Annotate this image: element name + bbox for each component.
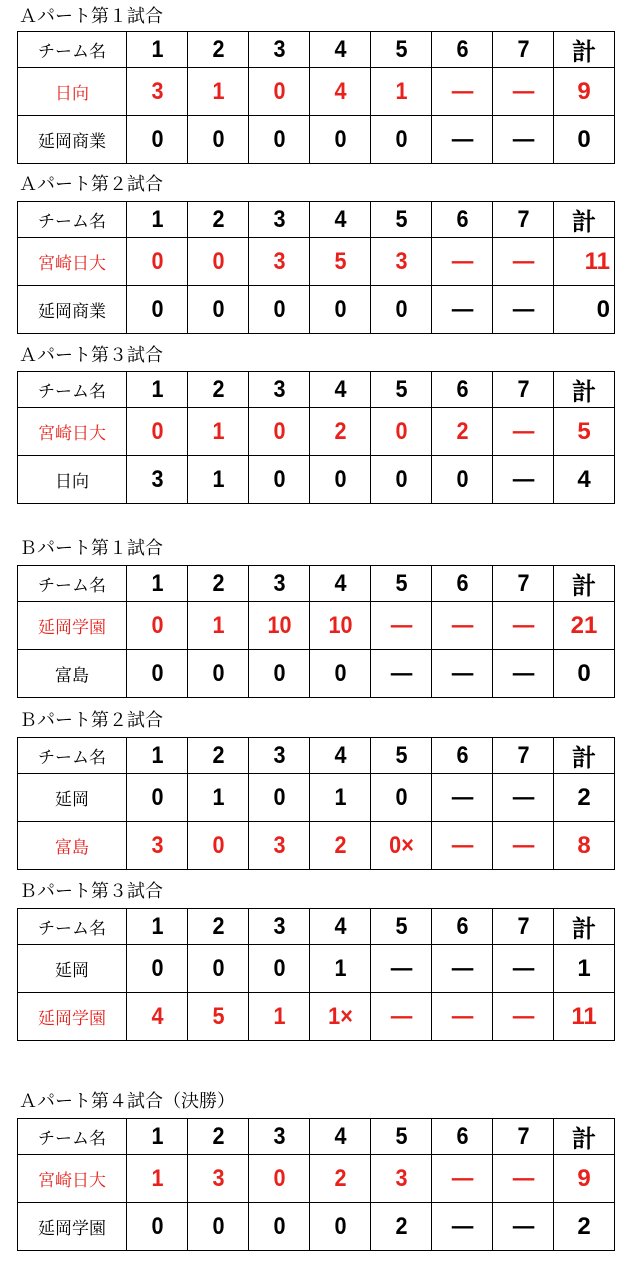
inning-score: 4: [313, 68, 368, 116]
header-inning-label: 1: [130, 372, 185, 408]
game-title: Ｂパート第１試合: [19, 538, 163, 559]
team-name: 延岡学園: [18, 1203, 127, 1251]
losing-team-row: [18, 116, 615, 164]
game-title: Ａパート第２試合: [19, 174, 163, 195]
header-inning-label: 5: [374, 202, 429, 238]
header-inning-label: 6: [435, 202, 490, 238]
inning-score: 1: [313, 945, 368, 993]
inning-score: —: [435, 993, 490, 1041]
score-table: [17, 737, 615, 870]
header-inning-label: 1: [130, 32, 185, 68]
score-header-row: [18, 32, 615, 68]
header-inning-label: 1: [130, 202, 185, 238]
total-score: 2: [554, 1203, 615, 1251]
inning-score: 0: [191, 822, 246, 870]
header-inning-label: 5: [374, 372, 429, 408]
inning-score: 0: [252, 774, 307, 822]
inning-score: 1: [313, 774, 368, 822]
losing-team-row: [18, 945, 615, 993]
header-inning-label: 7: [496, 566, 551, 602]
team-name: 宮崎日大: [18, 408, 127, 456]
inning-score: —: [496, 238, 551, 286]
team-name: 日向: [18, 68, 127, 116]
inning-score: 1: [130, 1155, 185, 1203]
inning-score: 3: [130, 68, 185, 116]
inning-score: 2: [313, 1155, 368, 1203]
inning-score: —: [435, 1155, 490, 1203]
header-inning-label: 2: [191, 909, 246, 945]
inning-score: —: [435, 650, 490, 698]
inning-score: —: [374, 650, 429, 698]
inning-score: 1: [191, 602, 246, 650]
inning-score: —: [496, 408, 551, 456]
total-score: 21: [554, 602, 615, 650]
team-name: 延岡商業: [18, 286, 127, 334]
score-table: [17, 565, 615, 698]
header-inning-label: 3: [252, 372, 307, 408]
inning-score: 1: [191, 456, 246, 504]
inning-score: 0: [313, 650, 368, 698]
inning-score: 1×: [313, 993, 368, 1041]
inning-score: 0: [252, 1155, 307, 1203]
losing-team-row: [18, 774, 615, 822]
score-table: [17, 1118, 615, 1251]
inning-score: 1: [252, 993, 307, 1041]
game-title: Ａパート第３試合: [19, 345, 163, 366]
header-inning-label: 6: [435, 909, 490, 945]
inning-score: 0: [130, 774, 185, 822]
team-name: 宮崎日大: [18, 238, 127, 286]
total-score: 5: [554, 408, 615, 456]
header-team-label: チーム名: [18, 202, 127, 238]
team-name: 延岡商業: [18, 116, 127, 164]
header-inning-label: 5: [374, 738, 429, 774]
inning-score: —: [496, 286, 551, 334]
inning-score: —: [496, 1203, 551, 1251]
header-total-label: 計: [554, 738, 615, 774]
total-score: 0: [554, 116, 615, 164]
losing-team-row: [18, 650, 615, 698]
header-team-label: チーム名: [18, 1119, 127, 1155]
team-name: 延岡: [18, 774, 127, 822]
game-title: Ｂパート第３試合: [19, 881, 163, 902]
header-inning-label: 1: [130, 566, 185, 602]
header-inning-label: 5: [374, 32, 429, 68]
inning-score: 1: [191, 68, 246, 116]
inning-score: 3: [130, 456, 185, 504]
header-inning-label: 6: [435, 32, 490, 68]
inning-score: 1: [191, 408, 246, 456]
game-title: Ａパート第４試合（決勝）: [19, 1091, 235, 1112]
score-header-row: [18, 1119, 615, 1155]
inning-score: 0: [191, 238, 246, 286]
inning-score: —: [496, 993, 551, 1041]
total-score: 0: [554, 650, 615, 698]
inning-score: 0: [374, 408, 429, 456]
inning-score: 0: [374, 456, 429, 504]
team-name: 富島: [18, 650, 127, 698]
losing-team-row: [18, 1203, 615, 1251]
inning-score: 0: [252, 456, 307, 504]
inning-score: 2: [374, 1203, 429, 1251]
header-inning-label: 5: [374, 1119, 429, 1155]
score-header-row: [18, 738, 615, 774]
winning-team-row: [18, 1155, 615, 1203]
inning-score: 0: [130, 602, 185, 650]
total-score: 9: [554, 1155, 615, 1203]
inning-score: 0: [130, 408, 185, 456]
winning-team-row: [18, 238, 615, 286]
score-header-row: [18, 202, 615, 238]
header-inning-label: 3: [252, 909, 307, 945]
inning-score: —: [374, 993, 429, 1041]
header-inning-label: 7: [496, 738, 551, 774]
header-inning-label: 6: [435, 372, 490, 408]
inning-score: —: [496, 822, 551, 870]
inning-score: 0: [191, 116, 246, 164]
header-inning-label: 4: [313, 372, 368, 408]
total-score: 1: [554, 945, 615, 993]
inning-score: —: [496, 945, 551, 993]
inning-score: 10: [252, 602, 307, 650]
header-inning-label: 4: [313, 32, 368, 68]
game-title: Ｂパート第２試合: [19, 710, 163, 731]
inning-score: 0: [313, 116, 368, 164]
inning-score: —: [496, 1155, 551, 1203]
total-score: 8: [554, 822, 615, 870]
inning-score: 0: [130, 945, 185, 993]
team-name: 延岡学園: [18, 602, 127, 650]
header-inning-label: 7: [496, 32, 551, 68]
inning-score: 0: [313, 1203, 368, 1251]
header-inning-label: 2: [191, 566, 246, 602]
inning-score: 0: [252, 1203, 307, 1251]
inning-score: —: [435, 286, 490, 334]
inning-score: —: [435, 774, 490, 822]
inning-score: 0: [130, 238, 185, 286]
inning-score: 3: [252, 822, 307, 870]
inning-score: 0: [435, 456, 490, 504]
header-total-label: 計: [554, 909, 615, 945]
header-inning-label: 6: [435, 1119, 490, 1155]
team-name: 延岡学園: [18, 993, 127, 1041]
inning-score: 0: [191, 650, 246, 698]
total-score: 9: [554, 68, 615, 116]
winning-team-row: [18, 993, 615, 1041]
header-inning-label: 3: [252, 738, 307, 774]
header-inning-label: 1: [130, 738, 185, 774]
game-title: Ａパート第１試合: [19, 6, 163, 27]
header-total-label: 計: [554, 1119, 615, 1155]
inning-score: 3: [374, 1155, 429, 1203]
header-team-label: チーム名: [18, 909, 127, 945]
winning-team-row: [18, 408, 615, 456]
header-inning-label: 2: [191, 372, 246, 408]
score-table: [17, 31, 615, 164]
header-inning-label: 7: [496, 202, 551, 238]
inning-score: —: [435, 1203, 490, 1251]
inning-score: —: [435, 68, 490, 116]
inning-score: —: [496, 650, 551, 698]
inning-score: 0: [191, 286, 246, 334]
header-total-label: 計: [554, 32, 615, 68]
inning-score: 0: [374, 116, 429, 164]
header-inning-label: 6: [435, 566, 490, 602]
header-total-label: 計: [554, 202, 615, 238]
inning-score: —: [374, 602, 429, 650]
header-inning-label: 7: [496, 1119, 551, 1155]
inning-score: 4: [130, 993, 185, 1041]
winning-team-row: [18, 602, 615, 650]
header-inning-label: 2: [191, 738, 246, 774]
header-team-label: チーム名: [18, 372, 127, 408]
header-inning-label: 3: [252, 566, 307, 602]
total-score: 11: [554, 238, 615, 286]
inning-score: 3: [130, 822, 185, 870]
inning-score: 5: [191, 993, 246, 1041]
inning-score: 3: [374, 238, 429, 286]
winning-team-row: [18, 822, 615, 870]
inning-score: 2: [435, 408, 490, 456]
inning-score: 0: [252, 68, 307, 116]
inning-score: 1: [374, 68, 429, 116]
header-inning-label: 5: [374, 909, 429, 945]
inning-score: 0: [130, 650, 185, 698]
total-score: 11: [554, 993, 615, 1041]
inning-score: 0: [313, 286, 368, 334]
score-header-row: [18, 909, 615, 945]
header-inning-label: 7: [496, 909, 551, 945]
header-inning-label: 4: [313, 1119, 368, 1155]
team-name: 日向: [18, 456, 127, 504]
losing-team-row: [18, 286, 615, 334]
inning-score: 0: [313, 456, 368, 504]
winning-team-row: [18, 68, 615, 116]
team-name: 富島: [18, 822, 127, 870]
header-inning-label: 1: [130, 1119, 185, 1155]
score-table: [17, 908, 615, 1041]
header-inning-label: 2: [191, 32, 246, 68]
inning-score: 5: [313, 238, 368, 286]
inning-score: 0: [191, 1203, 246, 1251]
team-name: 延岡: [18, 945, 127, 993]
total-score: 2: [554, 774, 615, 822]
inning-score: 0: [252, 945, 307, 993]
inning-score: 0: [252, 286, 307, 334]
inning-score: —: [496, 774, 551, 822]
inning-score: 0: [374, 286, 429, 334]
header-inning-label: 1: [130, 909, 185, 945]
score-table: [17, 371, 615, 504]
header-inning-label: 6: [435, 738, 490, 774]
inning-score: —: [496, 602, 551, 650]
inning-score: 2: [313, 408, 368, 456]
inning-score: —: [496, 456, 551, 504]
header-team-label: チーム名: [18, 566, 127, 602]
inning-score: 1: [191, 774, 246, 822]
header-inning-label: 3: [252, 1119, 307, 1155]
inning-score: 3: [191, 1155, 246, 1203]
inning-score: 0: [252, 650, 307, 698]
header-team-label: チーム名: [18, 32, 127, 68]
inning-score: 10: [313, 602, 368, 650]
inning-score: 0: [252, 408, 307, 456]
inning-score: 2: [313, 822, 368, 870]
inning-score: —: [435, 945, 490, 993]
header-inning-label: 2: [191, 1119, 246, 1155]
inning-score: —: [496, 68, 551, 116]
inning-score: 0: [191, 945, 246, 993]
inning-score: —: [435, 602, 490, 650]
losing-team-row: [18, 456, 615, 504]
inning-score: 0: [252, 116, 307, 164]
header-inning-label: 2: [191, 202, 246, 238]
total-score: 0: [554, 286, 615, 334]
header-total-label: 計: [554, 372, 615, 408]
inning-score: —: [435, 116, 490, 164]
header-inning-label: 4: [313, 738, 368, 774]
team-name: 宮崎日大: [18, 1155, 127, 1203]
inning-score: —: [435, 238, 490, 286]
inning-score: 0: [130, 116, 185, 164]
inning-score: 0×: [374, 822, 429, 870]
header-team-label: チーム名: [18, 738, 127, 774]
inning-score: —: [435, 822, 490, 870]
score-header-row: [18, 566, 615, 602]
inning-score: 3: [252, 238, 307, 286]
inning-score: 0: [374, 774, 429, 822]
inning-score: 0: [130, 1203, 185, 1251]
header-inning-label: 7: [496, 372, 551, 408]
header-inning-label: 4: [313, 566, 368, 602]
inning-score: 0: [130, 286, 185, 334]
header-inning-label: 3: [252, 32, 307, 68]
header-inning-label: 3: [252, 202, 307, 238]
score-header-row: [18, 372, 615, 408]
total-score: 4: [554, 456, 615, 504]
header-total-label: 計: [554, 566, 615, 602]
header-inning-label: 4: [313, 202, 368, 238]
inning-score: —: [374, 945, 429, 993]
score-table: [17, 201, 615, 334]
header-inning-label: 4: [313, 909, 368, 945]
header-inning-label: 5: [374, 566, 429, 602]
inning-score: —: [496, 116, 551, 164]
